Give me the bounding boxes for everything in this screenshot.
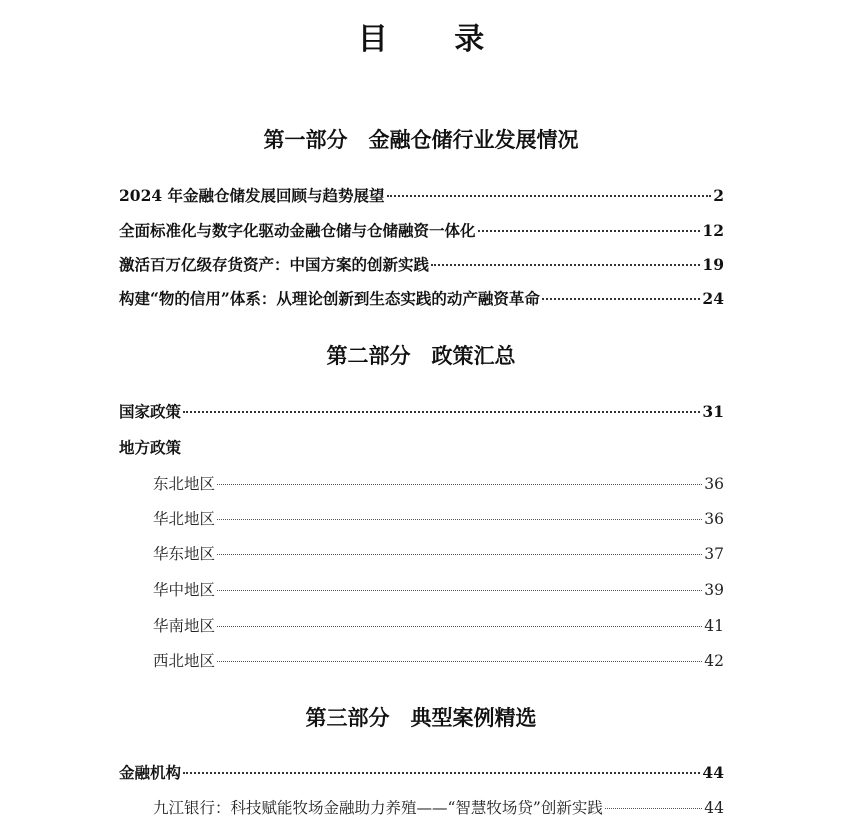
toc-entry-national-policy[interactable] [119, 400, 724, 424]
entry-label: 华南地区 [153, 617, 216, 635]
entry-label: 九江银行：科技赋能牧场金融助力养殖——“智慧牧场贷”创新实践 [153, 799, 603, 817]
entry-page: 24 [702, 289, 724, 308]
entry-page: 44 [702, 763, 724, 782]
part3-heading: 第三部分 典型案例精选 [305, 705, 537, 730]
part1-heading: 第一部分 金融仓储行业发展情况 [263, 127, 579, 152]
leader-dots [217, 519, 702, 520]
entry-label: 构建“物的信用”体系：从理论创新到生态实践的动产融资革命 [119, 289, 540, 308]
toc-subentry[interactable] [153, 472, 724, 496]
entry-page: 42 [704, 652, 724, 670]
leader-dots [183, 411, 700, 413]
entry-label: 2024 年金融仓储发展回顾与趋势展望 [119, 186, 385, 205]
leader-dots [217, 626, 702, 627]
entry-label: 激活百万亿级存货资产：中国方案的创新实践 [119, 255, 430, 274]
entry-label: 金融机构 [119, 763, 182, 782]
toc-entry[interactable] [119, 219, 724, 243]
toc-subentry[interactable] [153, 649, 724, 673]
entry-label: 西北地区 [153, 652, 216, 670]
leader-dots [217, 661, 702, 662]
entry-page: 39 [704, 581, 724, 599]
leader-dots [387, 195, 712, 197]
entry-page: 36 [704, 475, 724, 493]
entry-page: 31 [702, 402, 724, 421]
entry-page: 44 [704, 799, 724, 817]
part2-heading: 第二部分 政策汇总 [326, 343, 516, 368]
entry-label: 华东地区 [153, 545, 216, 563]
toc-entry[interactable] [119, 184, 724, 208]
toc-subentry[interactable] [153, 507, 724, 531]
entry-label: 国家政策 [119, 402, 182, 421]
entry-label: 东北地区 [153, 475, 216, 493]
entry-page: 41 [704, 617, 724, 635]
entry-label: 全面标准化与数字化驱动金融仓储与仓储融资一体化 [119, 221, 476, 240]
entry-label: 华中地区 [153, 581, 216, 599]
entry-page: 37 [704, 545, 724, 563]
leader-dots [431, 264, 700, 266]
toc-entry[interactable] [119, 287, 724, 311]
toc-subentry[interactable] [153, 542, 724, 566]
leader-dots [605, 808, 702, 809]
leader-dots [183, 772, 700, 774]
toc-subentry[interactable] [153, 614, 724, 638]
toc-subentry[interactable] [153, 796, 724, 820]
entry-label: 华北地区 [153, 510, 216, 528]
leader-dots [217, 484, 702, 485]
leader-dots [217, 554, 702, 555]
leader-dots [217, 590, 702, 591]
entry-page: 36 [704, 510, 724, 528]
leader-dots [478, 230, 701, 232]
leader-dots [542, 298, 701, 300]
local-policy-heading: 地方政策 [119, 438, 182, 457]
toc-title: 目 录 [357, 22, 513, 57]
toc-entry[interactable] [119, 253, 724, 277]
toc-entry-financial-institutions[interactable] [119, 761, 724, 785]
entry-page: 12 [702, 221, 724, 240]
toc-subentry[interactable] [153, 578, 724, 602]
entry-page: 2 [713, 186, 724, 205]
entry-page: 19 [702, 255, 724, 274]
